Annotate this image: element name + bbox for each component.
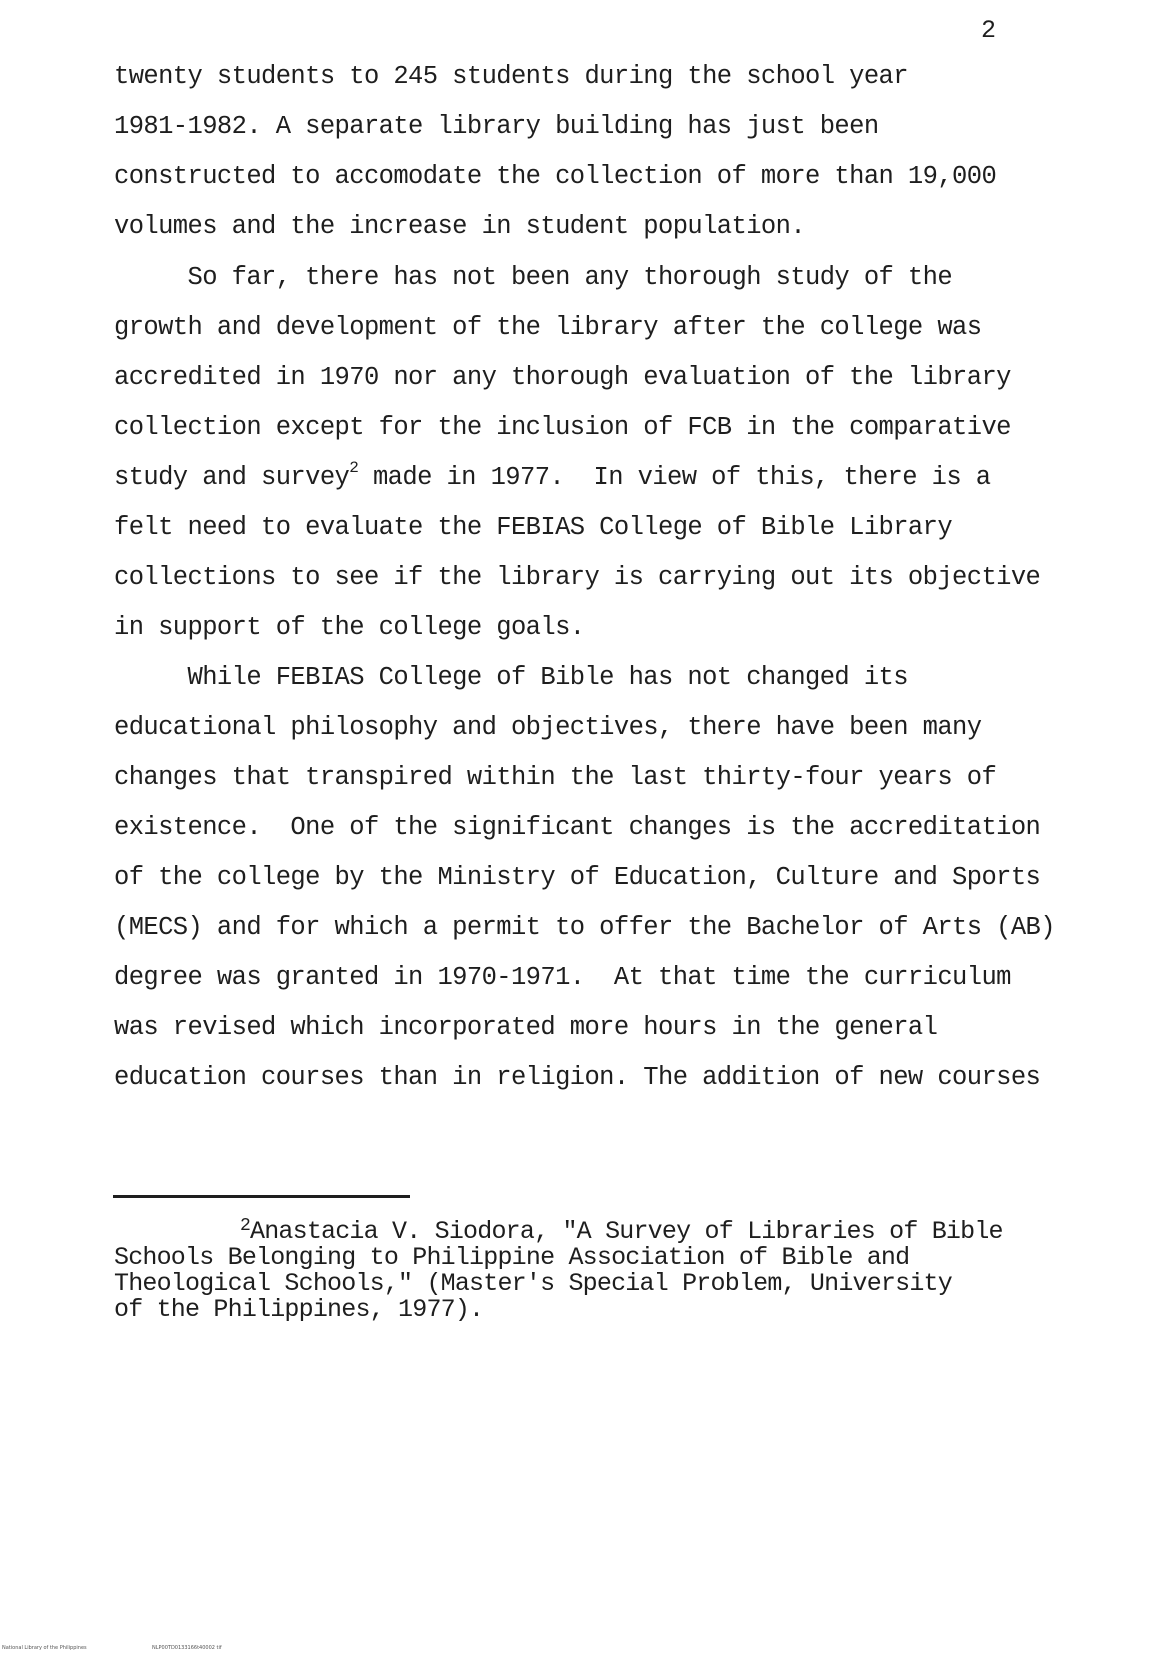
body-line: in support of the college goals. (114, 613, 585, 642)
body-line: felt need to evaluate the FEBIAS College of Bible Library (114, 513, 953, 542)
footnote-mark: 2 (240, 1216, 251, 1236)
line-text: made in 1977. In view of this, there is a (358, 463, 991, 492)
page-number: 2 (981, 16, 997, 45)
body-line: of the college by the Ministry of Education, Culture and Sports (114, 863, 1041, 892)
body-line: accredited in 1970 nor any thorough evaluation of the library (114, 363, 1011, 392)
body-line: volumes and the increase in student population. (114, 212, 806, 241)
footer-file-id: NLP00TD0133166t40002 tif (152, 1645, 222, 1651)
body-line-with-footnote-mark (114, 459, 991, 495)
body-line: twenty students to 245 students during the school year (114, 62, 908, 91)
body-line: While FEBIAS College of Bible has not changed its (114, 663, 908, 692)
body-line: So far, there has not been any thorough study of the (114, 263, 953, 292)
body-line: existence. One of the significant changes is the accreditation (114, 813, 1041, 842)
body-line: collection except for the inclusion of FCB in the comparative (114, 413, 1011, 442)
footnote-divider (113, 1195, 410, 1198)
body-line: constructed to accomodate the collection of more than 19,000 (114, 162, 997, 191)
footnote-line: of the Philippines, 1977). (114, 1295, 484, 1324)
body-line: education courses than in religion. The addition of new courses (114, 1063, 1041, 1092)
line-text: study and survey (114, 463, 350, 492)
body-line: 1981-1982. A separate library building has just been (114, 112, 879, 141)
footnote-line: Schools Belonging to Philippine Association of Bible and (114, 1243, 910, 1272)
footnote-reference-mark: 2 (349, 459, 359, 477)
body-line: (MECS) and for which a permit to offer the Bachelor of Arts (AB) (114, 913, 1055, 942)
body-line: degree was granted in 1970-1971. At that time the curriculum (114, 963, 1011, 992)
body-line: growth and development of the library after the college was (114, 313, 982, 342)
footnote-line: Theological Schools," (Master's Special Problem, University (114, 1269, 952, 1298)
body-line: changes that transpired within the last thirty-four years of (114, 763, 997, 792)
footnote-text: Anastacia V. Siodora, "A Survey of Libraries of Bible (250, 1217, 1003, 1246)
body-line: collections to see if the library is carrying out its objective (114, 563, 1041, 592)
footer-library-label: National Library of the Philippines (2, 1645, 87, 1651)
body-line: was revised which incorporated more hours in the general (114, 1013, 938, 1042)
body-line: educational philosophy and objectives, there have been many (114, 713, 982, 742)
